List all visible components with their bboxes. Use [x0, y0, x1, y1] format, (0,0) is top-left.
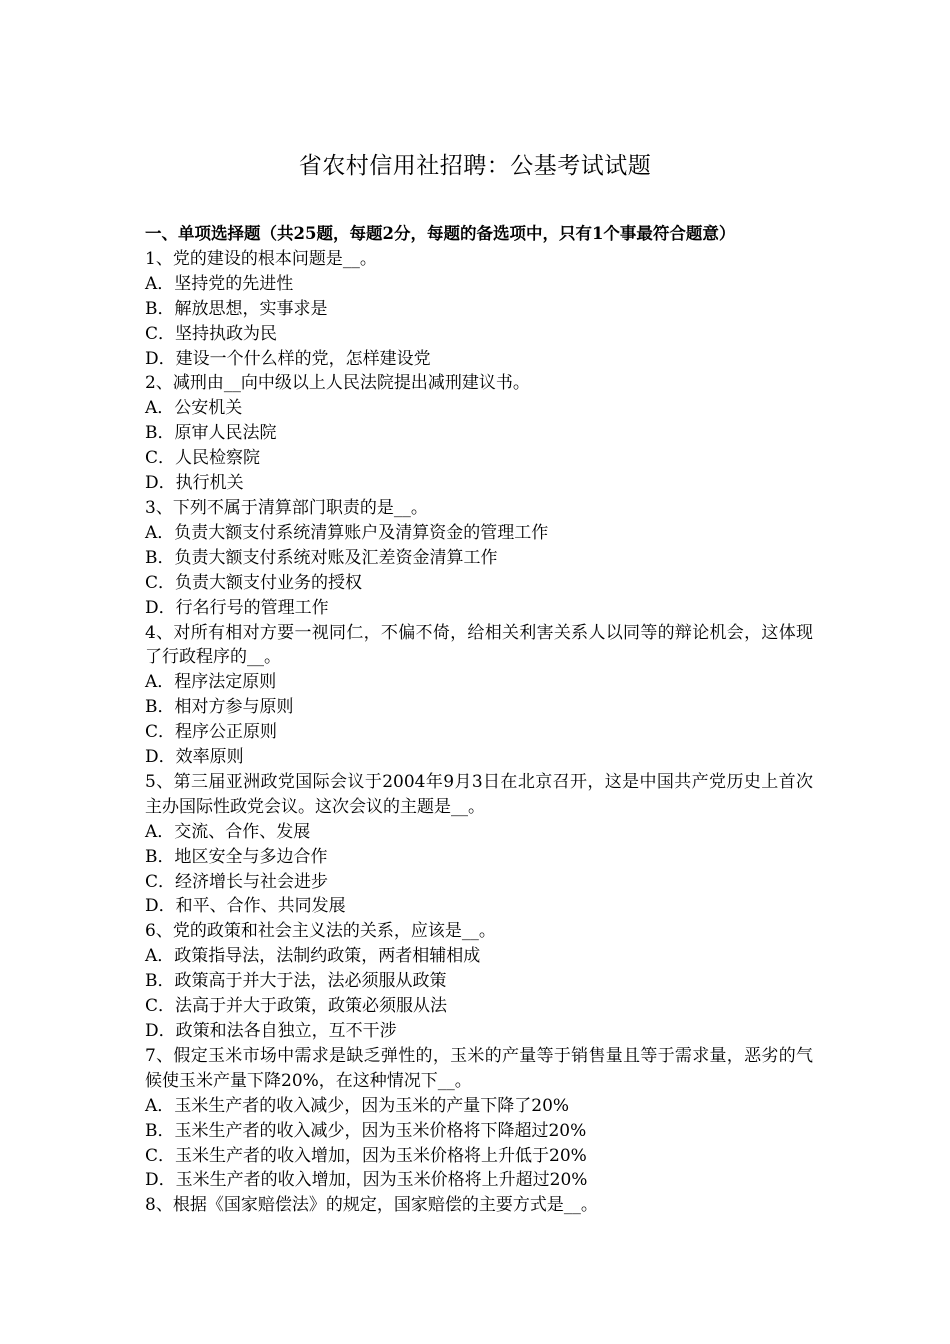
option-d: D．政策和法各自独立，互不干涉	[145, 1021, 397, 1041]
question-5	[145, 770, 813, 919]
option-c: C．程序公正原则	[145, 722, 278, 743]
option-c: C．经济增长与社会进步	[145, 871, 329, 892]
option-a: A．玉米生产者的收入减少，因为玉米的产量下降了20%	[145, 1095, 570, 1116]
question-stem: 6、党的政策和社会主义法的关系，应该是__。	[145, 921, 496, 942]
option-d: D．和平、合作、共同发展	[145, 896, 346, 917]
page-title: 省农村信用社招聘：公基考试试题	[298, 153, 652, 179]
question-2	[145, 371, 813, 496]
option-b: B．解放思想，实事求是	[145, 298, 328, 319]
option-a: A．政策指导法，法制约政策，两者相辅相成	[145, 946, 481, 967]
option-b: B．地区安全与多边合作	[145, 846, 328, 867]
option-d: D．执行机关	[145, 473, 244, 494]
question-stem: 1、党的建设的根本问题是__。	[145, 248, 377, 269]
option-c: C．玉米生产者的收入增加，因为玉米价格将上升低于20%	[145, 1145, 587, 1166]
option-b: B．负责大额支付系统对账及汇差资金清算工作	[145, 547, 498, 568]
question-8	[145, 1193, 813, 1218]
option-b: B．相对方参与原则	[145, 697, 294, 718]
option-c: C．人民检察院	[145, 448, 261, 469]
option-d: D．玉米生产者的收入增加，因为玉米价格将上升超过20%	[145, 1170, 588, 1191]
question-stem: 7、假定玉米市场中需求是缺乏弹性的，玉米的产量等于销售量且等于需求量，恶劣的气候使玉米产量下降20%，在这种情况下__。	[145, 1045, 813, 1091]
option-b: B．政策高于并大于法，法必须服从政策	[145, 971, 447, 992]
question-stem: 3、下列不属于清算部门职责的是__。	[145, 497, 428, 518]
question-stem: 8、根据《国家赔偿法》的规定，国家赔偿的主要方式是__。	[145, 1195, 598, 1216]
document-body	[145, 222, 813, 1218]
question-stem: 4、对所有相对方要一视同仁，不偏不倚，给相关利害关系人以同等的辩论机会，这体现了行政程序的__。	[145, 622, 813, 668]
question-stem: 2、减刑由__向中级以上人民法院提出减刑建议书。	[145, 373, 530, 394]
question-3	[145, 496, 813, 621]
option-c: C．法高于并大于政策，政策必须服从法	[145, 996, 448, 1017]
option-a: A．坚持党的先进性	[145, 273, 294, 294]
option-d: D．效率原则	[145, 747, 244, 768]
option-a: A．交流、合作、发展	[145, 821, 311, 842]
question-1	[145, 247, 813, 372]
option-a: A．程序法定原则	[145, 672, 277, 693]
option-c: C．坚持执政为民	[145, 323, 278, 344]
question-stem: 5、第三届亚洲政党国际会议于2004年9月3日在北京召开，这是中国共产党历史上首次主办国际性政党会议。这次会议的主题是__。	[145, 771, 813, 817]
section-heading: 一、单项选择题（共25题，每题2分，每题的备选项中，只有1个事最符合题意）	[145, 224, 736, 243]
option-b: B．玉米生产者的收入减少，因为玉米价格将下降超过20%	[145, 1120, 587, 1141]
option-d: D．行名行号的管理工作	[145, 597, 329, 618]
option-a: A．公安机关	[145, 398, 243, 419]
option-a: A．负责大额支付系统清算账户及清算资金的管理工作	[145, 522, 549, 543]
question-7	[145, 1044, 813, 1193]
option-c: C．负责大额支付业务的授权	[145, 572, 363, 593]
question-4	[145, 621, 813, 770]
option-b: B．原审人民法院	[145, 423, 277, 444]
question-6	[145, 919, 813, 1044]
option-d: D．建设一个什么样的党，怎样建设党	[145, 348, 431, 369]
